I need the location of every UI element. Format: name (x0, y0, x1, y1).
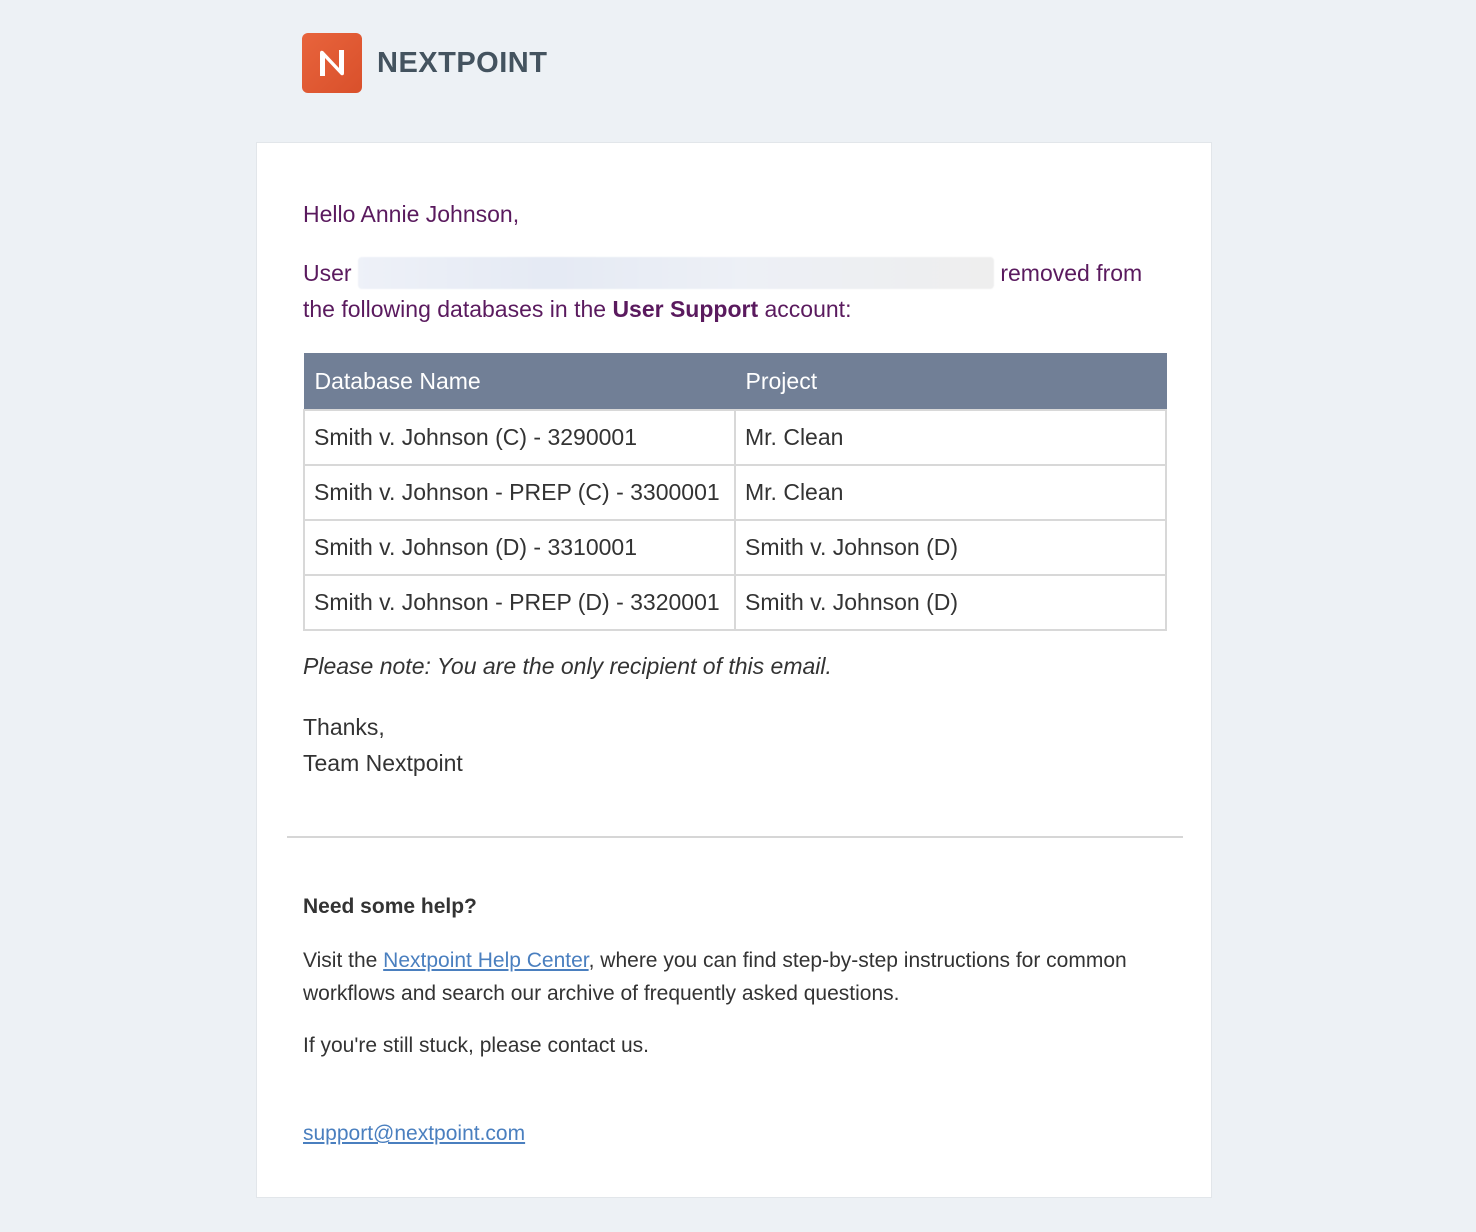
cell-project: Mr. Clean (735, 465, 1166, 520)
cell-database-name: Smith v. Johnson - PREP (D) - 3320001 (304, 575, 735, 630)
account-name: User Support (612, 296, 759, 322)
intro-after-redaction: removed from the following databases in the (303, 260, 1143, 322)
cell-project: Smith v. Johnson (D) (735, 575, 1166, 630)
brand-name: NEXTPOINT (377, 46, 548, 79)
help-paragraph (303, 944, 1167, 1010)
greeting: Hello Annie Johnson, (303, 201, 520, 227)
redacted-user-email (358, 257, 994, 289)
support-email-link[interactable]: support@nextpoint.com (303, 1122, 526, 1145)
divider (287, 836, 1183, 838)
intro-prefix: User (303, 260, 352, 286)
table-row (304, 465, 1166, 520)
recipient-note: Please note: You are the only recipient of this email. (303, 653, 832, 679)
cell-project: Mr. Clean (735, 410, 1166, 465)
intro-paragraph (303, 255, 1167, 327)
header-database-name: Database Name (304, 354, 735, 411)
table-row (304, 520, 1166, 575)
help-visit-prefix: Visit the (303, 949, 378, 972)
intro-suffix: account: (764, 296, 852, 322)
signoff-thanks: Thanks, (303, 714, 385, 740)
brand-header (302, 33, 547, 93)
database-table (303, 353, 1167, 631)
table-header-row (304, 354, 1166, 411)
help-title: Need some help? (303, 895, 477, 918)
signoff-team: Team Nextpoint (303, 750, 463, 776)
cell-project: Smith v. Johnson (D) (735, 520, 1166, 575)
help-visit-suffix: , where you can find step-by-step instructions for common workflows and search our archive of frequently asked questions. (303, 949, 1127, 1005)
cell-database-name: Smith v. Johnson (C) - 3290001 (304, 410, 735, 465)
contact-text: If you're still stuck, please contact us. (303, 1034, 649, 1057)
nextpoint-logo-icon[interactable] (302, 33, 362, 93)
table-row (304, 575, 1166, 630)
email-card (256, 142, 1212, 1198)
help-center-link[interactable]: Nextpoint Help Center (383, 949, 589, 972)
table-row (304, 410, 1166, 465)
cell-database-name: Smith v. Johnson - PREP (C) - 3300001 (304, 465, 735, 520)
cell-database-name: Smith v. Johnson (D) - 3310001 (304, 520, 735, 575)
signoff (303, 709, 463, 781)
header-project: Project (735, 354, 1166, 411)
